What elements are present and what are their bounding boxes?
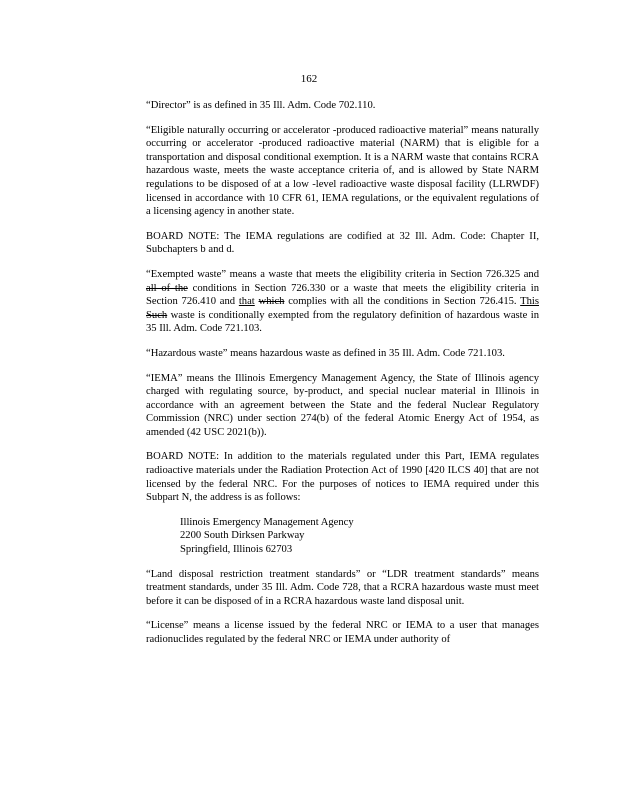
board-note-iema-address: BOARD NOTE: In addition to the materials regulated under this Part, IEMA regulates radioactive materials under the Radiation Protection Act of 1990 [420 ILCS 40] that are not licensed by the federal NRC. For the purposes of notices to IEMA required under this Subpart N, the address is as follows: <box>146 451 539 504</box>
inserted-text: This <box>520 296 539 308</box>
document-body <box>146 99 539 658</box>
inserted-text: that <box>238 296 255 308</box>
deleted-text: all of the <box>146 282 188 294</box>
definition-license: “License” means a license issued by the federal NRC or IEMA to a user that manages radionuclides regulated by the federal NRC or IEMA under authority of <box>146 620 539 645</box>
definition-ldr-treatment-standards: “Land disposal restriction treatment standards” or “LDR treatment standards” means treatment standards, under 35 Ill. Adm. Code 728, that a RCRA hazardous waste must meet before it can be disposed of in a RCRA hazardous waste land disposal unit. <box>146 568 539 607</box>
text-segment: waste is conditionally exempted from the regulatory definition of hazardous waste in 35 Ill. Adm. Code 721.103. <box>146 309 539 335</box>
deleted-text: which <box>258 296 285 308</box>
definition-iema: “IEMA” means the Illinois Emergency Management Agency, the State of Illinois agency charged with regulating source, by-product, and special nuclear material in Illinois in accordance with an agreement between the State and the federal Nuclear Regulatory Commission (NRC) under section 274(b) of the federal Atomic Energy Act of 1954, as amended (42 USC 2021(b)). <box>146 372 539 438</box>
address-line: Springfield, Illinois 62703 <box>180 544 293 556</box>
definition-exempted-waste <box>146 268 539 336</box>
text-segment: conditions in Section 726.330 or a waste that meets the eligibility criteria in Section 726.410 and <box>146 282 539 308</box>
definition-eligible-narm: “Eligible naturally occurring or accelerator -produced radioactive material” means naturally occurring or accelerator -produced radioactive material (NARM) that is eligible for a transportation and disposal conditional exemption. It is a NARM waste that contains RCRA hazardous waste, meets the waste acceptance criteria of, and is allowed by State NARM regulations to be disposed of at a low -level radioactive waste disposal facility (LLRWDF) licensed in accordance with 10 CFR 61, IEMA regulations, or the equivalent regulations of a licensing agency in another state. <box>146 124 539 218</box>
address-line: Illinois Emergency Management Agency <box>180 516 354 528</box>
text-segment: complies with all the conditions in Section 726.415. <box>284 296 521 308</box>
address-line: 2200 South Dirksen Parkway <box>180 530 305 542</box>
iema-address-block <box>180 516 539 557</box>
deleted-text: Such <box>146 309 168 321</box>
text-segment: “Exempted waste” means a waste that meets the eligibility criteria in Section 726.325 and <box>146 268 539 280</box>
board-note-iema-regulations: BOARD NOTE: The IEMA regulations are codified at 32 Ill. Adm. Code: Chapter II, Subchapters b and d. <box>146 230 539 256</box>
definition-hazardous-waste: “Hazardous waste” means hazardous waste as defined in 35 Ill. Adm. Code 721.103. <box>146 347 505 359</box>
page-number: 162 <box>300 73 318 85</box>
definition-director: “Director” is as defined in 35 Ill. Adm. Code 702.110. <box>146 100 376 111</box>
